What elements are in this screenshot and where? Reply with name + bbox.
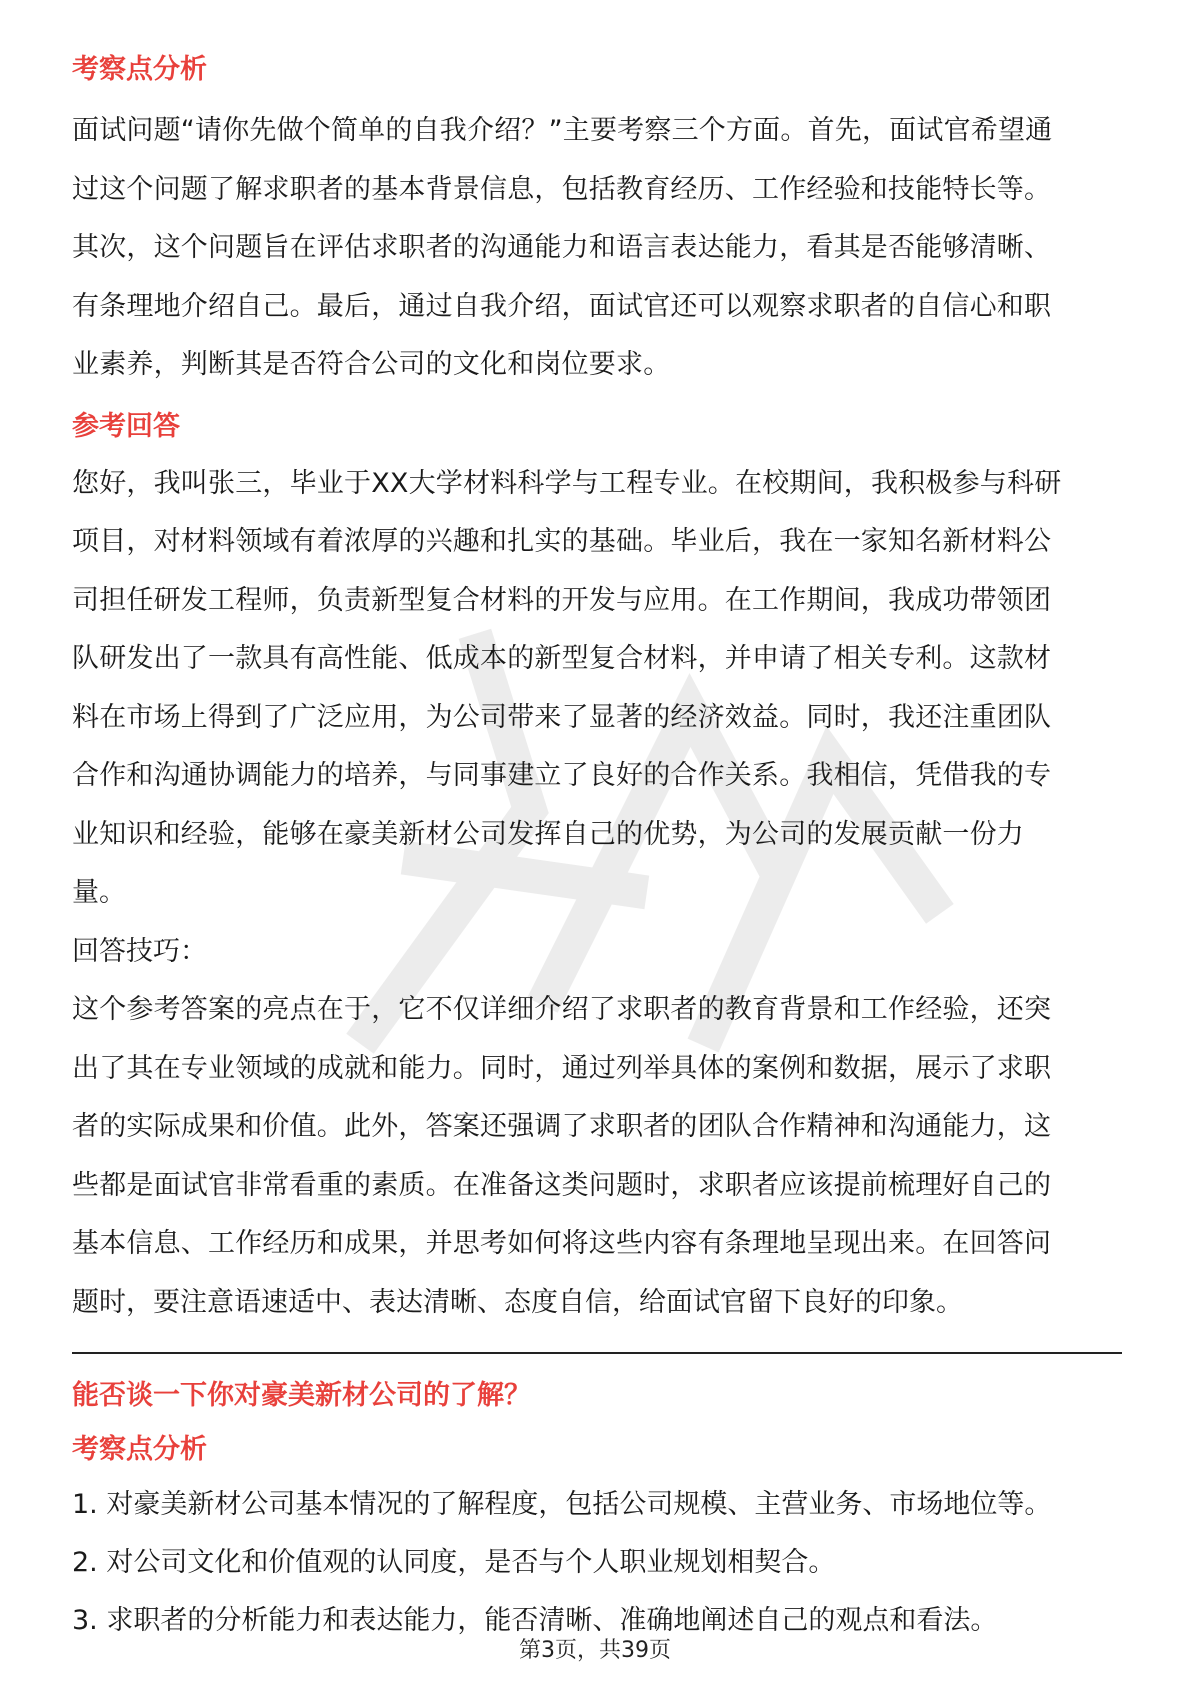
- tips-label: 回答技巧：: [72, 935, 207, 967]
- analysis-list: [72, 1476, 1122, 1650]
- list-item: 2. 对公司文化和价值观的认同度，是否与个人职业规划相契合。: [72, 1547, 836, 1578]
- text-line: 其次，这个问题旨在评估求职者的沟通能力和语言表达能力，看其是否能够清晰、: [72, 232, 1052, 263]
- analysis-paragraph: [72, 102, 1122, 395]
- list-item: 1. 对豪美新材公司基本情况的了解程度，包括公司规模、主营业务、市场地位等。: [72, 1489, 1052, 1520]
- answer-paragraph: [72, 455, 1122, 923]
- text-line: 基本信息、工作经历和成果，并思考如何将这些内容有条理地呈现出来。在回答问: [72, 1228, 1052, 1259]
- text-line: 这个参考答案的亮点在于，它不仅详细介绍了求职者的教育背景和工作经验，还突: [72, 994, 1052, 1025]
- text-line: 队研发出了一款具有高性能、低成本的新型复合材料，并申请了相关专利。这款材: [72, 643, 1052, 674]
- tips-paragraph: [72, 981, 1122, 1332]
- text-line: 过这个问题了解求职者的基本背景信息，包括教育经历、工作经验和技能特长等。: [72, 173, 1052, 205]
- section-heading-analysis: 考察点分析: [72, 1434, 207, 1465]
- question-heading: 能否谈一下你对豪美新材公司的了解？: [72, 1380, 531, 1411]
- text-line: 有条理地介绍自己。最后，通过自我介绍，面试官还可以观察求职者的自信心和职: [72, 290, 1052, 322]
- text-line: 量。: [72, 877, 126, 908]
- text-line: 合作和沟通协调能力的培养，与同事建立了良好的合作关系。我相信，凭借我的专: [72, 760, 1052, 791]
- text-line: 面试问题“请你先做个简单的自我介绍？”主要考察三个方面。首先，面试官希望通: [72, 115, 1053, 146]
- text-line: 您好，我叫张三，毕业于XX大学材料科学与工程专业。在校期间，我积极参与科研: [72, 467, 1062, 499]
- text-line: 出了其在专业领域的成就和能力。同时，通过列举具体的案例和数据，展示了求职: [72, 1052, 1052, 1084]
- text-line: 题时，要注意语速适中、表达清晰、态度自信，给面试官留下良好的印象。: [72, 1286, 963, 1318]
- list-item: 3. 求职者的分析能力和表达能力，能否清晰、准确地阐述自己的观点和看法。: [72, 1605, 998, 1636]
- text-line: 业知识和经验，能够在豪美新材公司发挥自己的优势，为公司的发展贡献一份力: [72, 818, 1024, 850]
- page-number: 第3页，共39页: [519, 1638, 671, 1663]
- text-line: 司担任研发工程师，负责新型复合材料的开发与应用。在工作期间，我成功带领团: [72, 584, 1052, 616]
- text-line: 些都是面试官非常看重的素质。在准备这类问题时，求职者应该提前梳理好自己的: [72, 1169, 1052, 1201]
- section-divider: [72, 1352, 1122, 1354]
- section-heading-answer: 参考回答: [72, 410, 180, 442]
- text-line: 料在市场上得到了广泛应用，为公司带来了显著的经济效益。同时，我还注重团队: [72, 701, 1052, 733]
- text-line: 项目，对材料领域有着浓厚的兴趣和扎实的基础。毕业后，我在一家知名新材料公: [72, 526, 1052, 557]
- section-heading-analysis: 考察点分析: [72, 54, 207, 85]
- document-page: [72, 50, 1122, 1650]
- text-line: 业素养，判断其是否符合公司的文化和岗位要求。: [72, 349, 671, 380]
- text-line: 者的实际成果和价值。此外，答案还强调了求职者的团队合作精神和沟通能力，这: [72, 1111, 1052, 1142]
